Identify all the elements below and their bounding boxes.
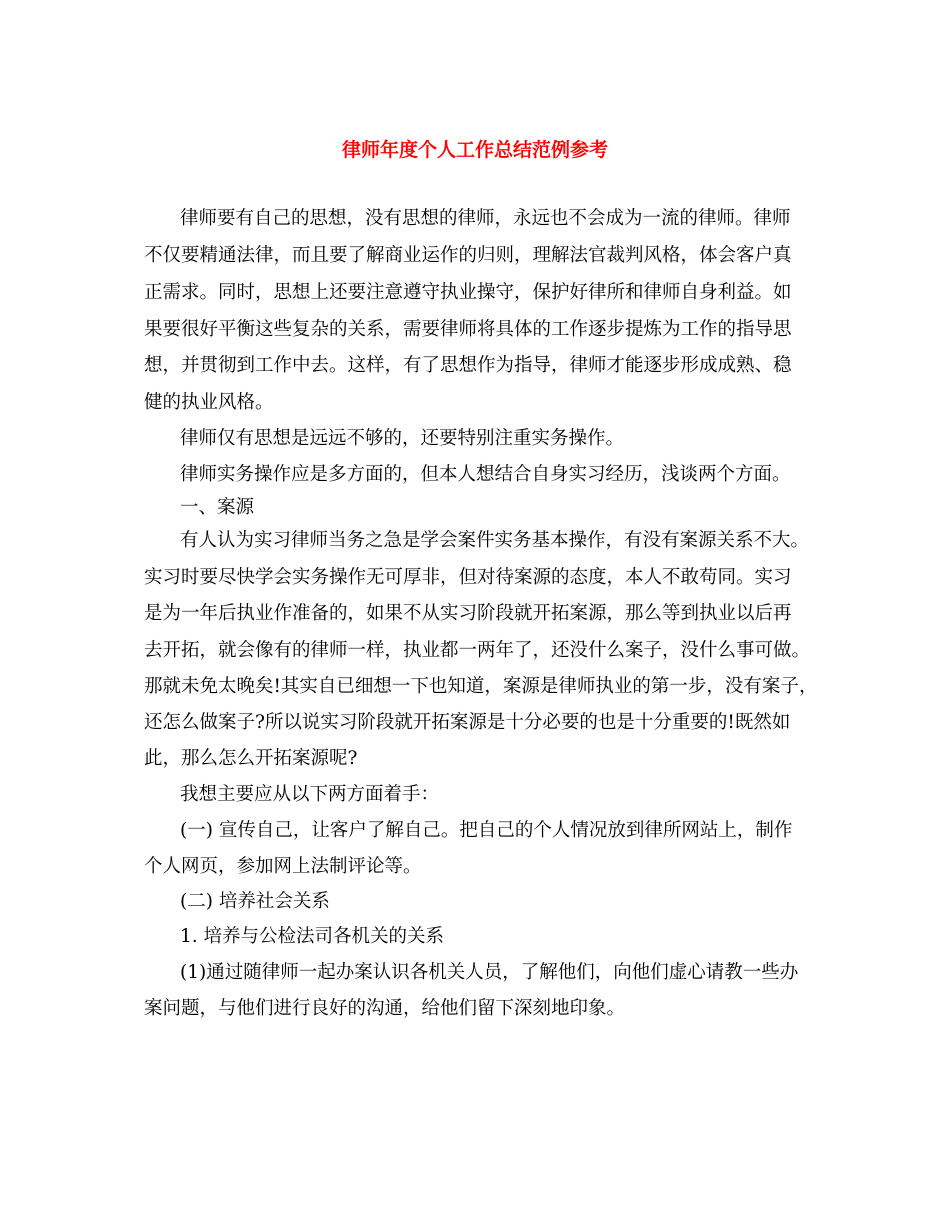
text-line: 律师要有自己的思想，没有思想的律师，永远也不会成为一流的律师。律师 bbox=[180, 208, 791, 229]
text-line: 个人网页，参加网上法制评论等。 bbox=[144, 856, 422, 877]
text-line: 实习时要尽快学会实务操作无可厚非，但对待案源的态度，本人不敢苟同。实习 bbox=[144, 567, 792, 588]
text-line: 那就未免太晚矣!其实自已细想一下也知道，案源是律师执业的第一步，没有案子， bbox=[144, 676, 818, 697]
text-line: (1)通过随律师一起办案认识各机关人员，了解他们，向他们虚心请教一些办 bbox=[180, 962, 799, 983]
text-line: 律师实务操作应是多方面的，但本人想结合自身实习经历，浅谈两个方面。 bbox=[180, 464, 791, 485]
text-line: 此，那么怎么开拓案源呢? bbox=[144, 748, 358, 769]
text-line: 律师仅有思想是远远不够的，还要特别注重实务操作。 bbox=[180, 428, 625, 449]
subsection-heading: 1. 培养与公检法司各机关的关系 bbox=[180, 926, 445, 947]
document-title: 律师年度个人工作总结范例参考 bbox=[341, 139, 608, 161]
text-line: 不仅要精通法律，而且要了解商业运作的归则，理解法官裁判风格，体会客户真 bbox=[144, 245, 792, 266]
section-heading: 一、案源 bbox=[180, 497, 255, 518]
text-line: 还怎么做案子?所以说实习阶段就开拓案源是十分必要的也是十分重要的!既然如 bbox=[144, 712, 791, 733]
text-line: 案问题，与他们进行良好的沟通，给他们留下深刻地印象。 bbox=[144, 998, 626, 1019]
text-line: 正需求。同时，思想上还要注意遵守执业操守，保护好律所和律师自身利益。如 bbox=[144, 282, 792, 303]
text-line: 我想主要应从以下两方面着手： bbox=[180, 784, 440, 805]
text-line: 想，并贯彻到工作中去。这样，有了思想作为指导，律师才能逐步形成成熟、稳 bbox=[144, 355, 792, 376]
text-line: 有人认为实习律师当务之急是学会案件实务基本操作，有没有案源关系不大。 bbox=[180, 530, 810, 551]
text-line: 是为一年后执业作准备的，如果不从实习阶段就开拓案源，那么等到执业以后再 bbox=[144, 603, 792, 624]
text-line: 果要很好平衡这些复杂的关系，需要律师将具体的工作逐步提炼为工作的指导思 bbox=[144, 319, 792, 340]
text-line: 去开拓，就会像有的律师一样，执业都一两年了，还没什么案子，没什么事可做。 bbox=[144, 640, 811, 661]
text-line: 健的执业风格。 bbox=[144, 392, 274, 413]
subsection-heading: (二) 培养社会关系 bbox=[180, 891, 330, 912]
text-line: (一) 宣传自己，让客户了解自己。把自己的个人情况放到律所网站上，制作 bbox=[180, 820, 793, 841]
